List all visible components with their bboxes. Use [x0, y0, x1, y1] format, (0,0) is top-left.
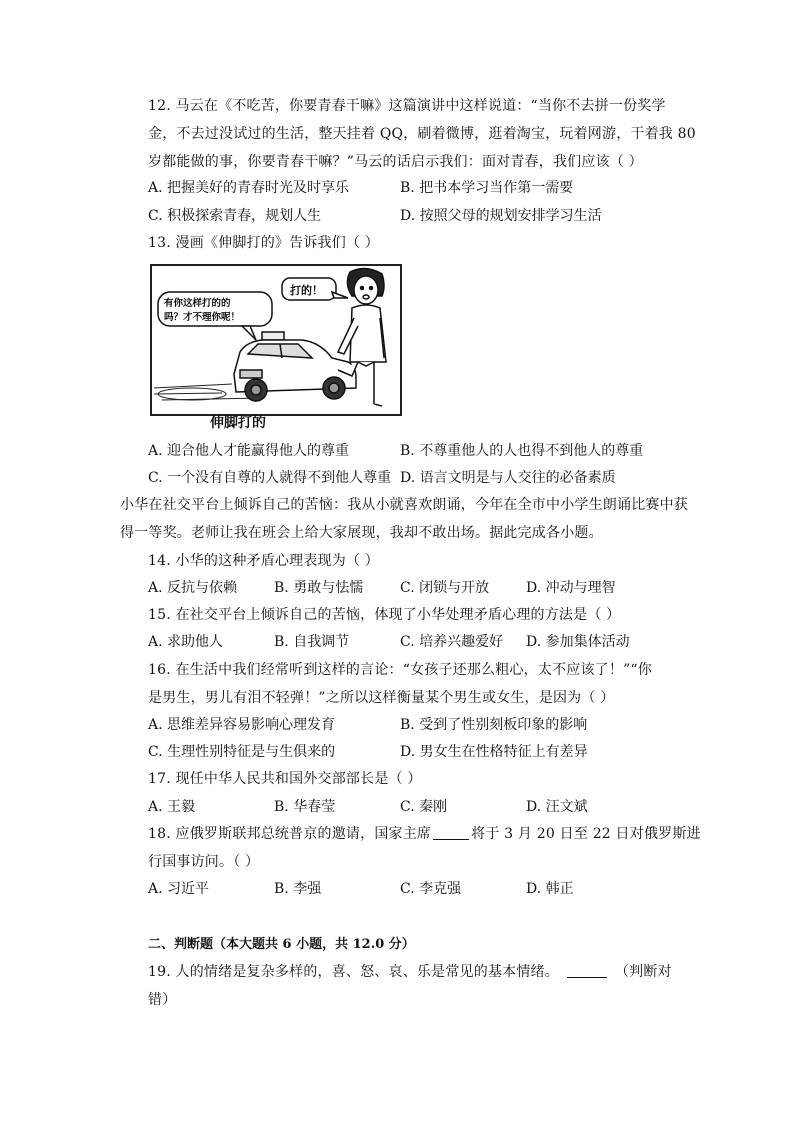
- q16-option-c: C. 生理性别特征是与生俱来的: [148, 744, 336, 760]
- q13-option-b: B. 不尊重他人的人也得不到他人的尊重: [400, 443, 644, 459]
- q16-line-2: 是男生，男儿有泪不轻弹！”之所以这样衡量某个男生或女生，是因为（ ）: [148, 690, 615, 706]
- bubble-right-text: 打的！: [290, 284, 323, 297]
- q12-option-b: B. 把书本学习当作第一需要: [400, 180, 574, 196]
- q18-option-c: C. 李克强: [400, 881, 462, 897]
- q17-option-a: A. 王毅: [148, 799, 196, 815]
- q13-option-a: A. 迎合他人才能赢得他人的尊重: [148, 443, 350, 459]
- passage-line-1: 小华在社交平台上倾诉自己的苦恼：我从小就喜欢朗诵，今年在全市中小学生朗诵比赛中获: [120, 497, 688, 513]
- q17-option-c: C. 秦刚: [400, 799, 448, 815]
- bubble-left-line-1: 有你这样打的的: [164, 298, 231, 309]
- speech-bubble-right: [282, 278, 348, 300]
- q12-line-2: 金，不去过没试过的生活，整天挂着 QQ，刷着微博，逛着淘宝，玩着网游，干着我 80: [148, 126, 696, 142]
- q15-option-b: B. 自我调节: [274, 634, 350, 650]
- taxi-car: [234, 332, 356, 401]
- q15-line-1: 15. 在社交平台上倾诉自己的苦恼，体现了小华处理矛盾心理的方法是（ ）: [148, 607, 621, 623]
- q12-line-3: 岁都能做的事，你要青春干嘛？”马云的话启示我们：面对青春，我们应该（ ）: [148, 154, 643, 170]
- q14-option-c: C. 闭锁与开放: [400, 580, 490, 596]
- q14-option-d: D. 冲动与理智: [526, 580, 616, 596]
- q16-option-d: D. 男女生在性格特征上有差异: [400, 744, 588, 760]
- q12-option-a: A. 把握美好的青春时光及时享乐: [148, 180, 350, 196]
- bubble-left-line-2: 吗？才不理你呢！: [164, 312, 241, 323]
- q18-line-1: [148, 824, 701, 844]
- q19-line-1-text: 19. 人的情绪是复杂多样的，喜、怒、哀、乐是常见的基本情绪。: [148, 964, 559, 980]
- q19-answer-blank[interactable]: [567, 963, 607, 978]
- q18-blank[interactable]: [433, 825, 469, 840]
- q12-option-c: C. 积极探索青春，规划人生: [148, 208, 322, 224]
- section-2-title: 二、判断题（本大题共 6 小题，共 12.0 分）: [148, 937, 415, 952]
- q17-option-b: B. 华春莹: [274, 799, 336, 815]
- q12-option-d: D. 按照父母的规划安排学习生活: [400, 208, 602, 224]
- q18-line-2: 行国事访问。（ ）: [148, 854, 260, 870]
- q15-option-a: A. 求助他人: [148, 634, 224, 650]
- q19-suffix: （判断对: [614, 964, 672, 980]
- q15-option-c: C. 培养兴趣爱好: [400, 634, 504, 650]
- q16-option-a: A. 思维差异容易影响心理发育: [148, 717, 336, 733]
- q14-option-b: B. 勇敢与怯懦: [274, 580, 364, 596]
- speech-bubble-left: [158, 292, 272, 340]
- q18-option-d: D. 韩正: [526, 881, 574, 897]
- q18-line-1-post: 将于 3 月 20 日至 22 日对俄罗斯进: [471, 826, 701, 842]
- q18-option-b: B. 李强: [274, 881, 322, 897]
- q14-line-1: 14. 小华的这种矛盾心理表现为（ ）: [148, 553, 379, 569]
- q19-line-2: 错）: [148, 992, 177, 1008]
- q17-option-d: D. 汪文斌: [526, 799, 588, 815]
- q16-line-1: 16. 在生活中我们经常听到这样的言论：“女孩子还那么粗心，太不应该了！”“你: [148, 662, 652, 678]
- q18-option-a: A. 习近平: [148, 881, 210, 897]
- q13-option-c: C. 一个没有自尊的人就得不到他人尊重: [148, 470, 392, 486]
- q18-line-1-pre: 18. 应俄罗斯联邦总统普京的邀请，国家主席: [148, 826, 432, 842]
- cartoon-caption: 伸脚打的: [210, 415, 266, 431]
- q13-line-1: 13. 漫画《伸脚打的》告诉我们（ ）: [148, 235, 379, 251]
- q12-line-1: 12. 马云在《不吃苦，你要青春干嘛》这篇演讲中这样说道：“当你不去拼一份奖学: [148, 98, 666, 114]
- passage-line-2: 得一等奖。老师让我在班会上给大家展现，我却不敢出场。据此完成各小题。: [120, 525, 603, 541]
- q14-option-a: A. 反抗与依赖: [148, 580, 238, 596]
- q17-line-1: 17. 现任中华人民共和国外交部部长是（ ）: [148, 771, 422, 787]
- cartoon-drawing: [152, 266, 400, 414]
- cartoon-image: [150, 264, 402, 416]
- q16-option-b: B. 受到了性别刻板印象的影响: [400, 717, 588, 733]
- q15-option-d: D. 参加集体活动: [526, 634, 630, 650]
- q19-line-1: [148, 962, 672, 982]
- q13-option-d: D. 语言文明是与人交往的必备素质: [400, 470, 616, 486]
